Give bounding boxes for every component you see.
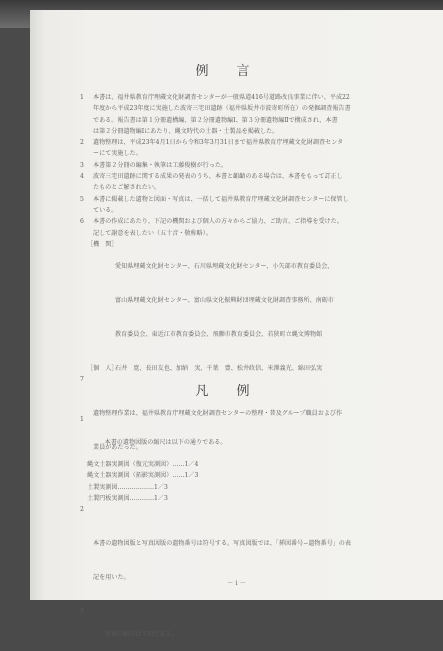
kikan-line: 愛知県埋蔵文化財センター、石川県埋蔵文化財センター、小矢部市教育委員会、 bbox=[115, 263, 334, 271]
cooperators-block bbox=[80, 239, 410, 375]
scale-value: 1／4 bbox=[184, 461, 199, 469]
reigen-item-5 bbox=[80, 194, 410, 217]
scale-name: 縄文土器実測図（拓影実測図） bbox=[87, 472, 173, 480]
item-line: 本書の遺物図版と写真図版の遺物番号は符号する。写真図版では、「挿図番号−遺物番号」の表 bbox=[93, 540, 351, 548]
item-line: 業員があたった。 bbox=[93, 444, 142, 452]
scale-name: 縄文土器実測図（復元実測図） bbox=[87, 461, 173, 469]
reigen-item-1 bbox=[80, 92, 410, 137]
item-line: 遺物整理は、平成23年4月1日から令和3年3月31日まで福井県教育庁埋蔵文化財調査センタ bbox=[93, 139, 344, 147]
scale-leader: …… bbox=[172, 472, 185, 480]
item-number: 4 bbox=[80, 173, 84, 181]
kikan-label: ［機 関］ bbox=[87, 240, 118, 248]
scale-leader: …… bbox=[172, 461, 185, 469]
scale-value: 1／3 bbox=[154, 483, 168, 491]
hanrei-section bbox=[80, 414, 410, 651]
item-line: 本書第２分冊の編集・執筆は工藤俊樹が行った。 bbox=[93, 161, 228, 169]
scale-name: 土製円板実測図 bbox=[87, 495, 130, 503]
item-line: 遺物整理作業は、福井県教育庁埋蔵文化財調査センターの整理・普及グループ職員および作 bbox=[93, 410, 343, 418]
kojin-label: ［個 人］ bbox=[87, 365, 118, 373]
kojin-line: 石井 寛、長田友也、加納 実、千葉 豊、松井政信、米澤義光、綿田弘実 bbox=[115, 365, 323, 373]
scale-row bbox=[80, 470, 410, 481]
item-line: 本書の作成にあたり、下記の機関および個人の方々からご協力、ご助言、ご指導を受けた。 bbox=[93, 218, 343, 226]
item-line: 記して謝意を表したい（五十音・敬称略）。 bbox=[93, 229, 212, 237]
item-number: 2 bbox=[80, 506, 84, 514]
reigen-item-3 bbox=[80, 160, 410, 171]
item-line: は第２分冊遺物編Ⅰにあたり、縄文時代の土器・土製品を掲載した。 bbox=[93, 127, 279, 135]
kikan-line: 富山県埋蔵文化財センター、富山県文化振興財団埋蔵文化財調査事務所、南砺市 bbox=[115, 297, 334, 305]
page-number: － i － bbox=[226, 579, 247, 587]
item-number: 5 bbox=[80, 195, 84, 203]
item-line: ている。 bbox=[93, 206, 118, 214]
item-number: 1 bbox=[80, 94, 84, 101]
scale-leader: ………… bbox=[129, 495, 155, 503]
org-row-kikan bbox=[87, 239, 410, 363]
item-line: 本書に掲載した遺物と図面・写真は、一括して福井県教育庁埋蔵文化財調査センターに保管し bbox=[93, 195, 349, 203]
hanrei-item-3 bbox=[80, 606, 410, 651]
item-line: ーにて実施した。 bbox=[93, 150, 142, 158]
reigen-list bbox=[80, 92, 410, 239]
item-number: 7 bbox=[80, 376, 84, 384]
item-number: 3 bbox=[80, 161, 84, 169]
scale-row bbox=[80, 482, 410, 493]
hanrei-item-1 bbox=[80, 414, 410, 459]
reigen-item-6 bbox=[80, 216, 410, 239]
scale-list bbox=[80, 459, 410, 504]
item-line: である。報告書は第１分冊遺構編、第２分冊遺物編Ⅰ、第３分冊遺物編Ⅱで構成され、本書 bbox=[93, 116, 338, 124]
scale-value: 1／3 bbox=[184, 472, 199, 480]
item-number: 1 bbox=[80, 416, 84, 423]
kikan-line: 教育委員会、東近江市教育委員会、飛騨市教育委員会、若狭町立縄文博物館 bbox=[115, 331, 323, 339]
scale-row bbox=[80, 493, 410, 504]
item-line: 記を用いた。 bbox=[93, 574, 130, 582]
scale-leader: ……………… bbox=[117, 483, 155, 491]
item-line: たものとご解されたい。 bbox=[93, 184, 161, 192]
scale-name: 土製実測図 bbox=[87, 483, 118, 491]
reigen-item-4 bbox=[80, 171, 410, 194]
item-number: 3 bbox=[80, 608, 84, 616]
item-line: 写真の縮尺は不同である。 bbox=[104, 630, 178, 638]
item-number: 6 bbox=[80, 218, 84, 226]
reigen-title: 例言 bbox=[195, 64, 278, 79]
hanrei-item-2 bbox=[80, 504, 410, 606]
item-number: 2 bbox=[80, 139, 84, 147]
scale-row bbox=[80, 459, 410, 470]
reigen-item-2 bbox=[80, 137, 410, 160]
org-row-kojin bbox=[87, 363, 410, 374]
scale-value: 1／3 bbox=[154, 495, 168, 503]
item-line: 波寄三宅田遺跡に関する成果の発表のうち、本書と齟齬のある場合は、本書をもって訂正し bbox=[93, 173, 343, 181]
hanrei-title: 凡例 bbox=[195, 384, 278, 399]
item-line: 本書は、福井県教育庁埋蔵文化財調査センターが一般県道416号道路改良事業に伴い、平成22 bbox=[93, 94, 350, 101]
item-line: 年度から平成23年度に実施した波寄三宅田遺跡（福井県坂井市波寄町所在）の発掘調査報告書 bbox=[93, 105, 351, 113]
document-page bbox=[30, 10, 443, 638]
item-line: 本書の遺物図版の縮尺は以下の通りである。 bbox=[104, 438, 227, 446]
